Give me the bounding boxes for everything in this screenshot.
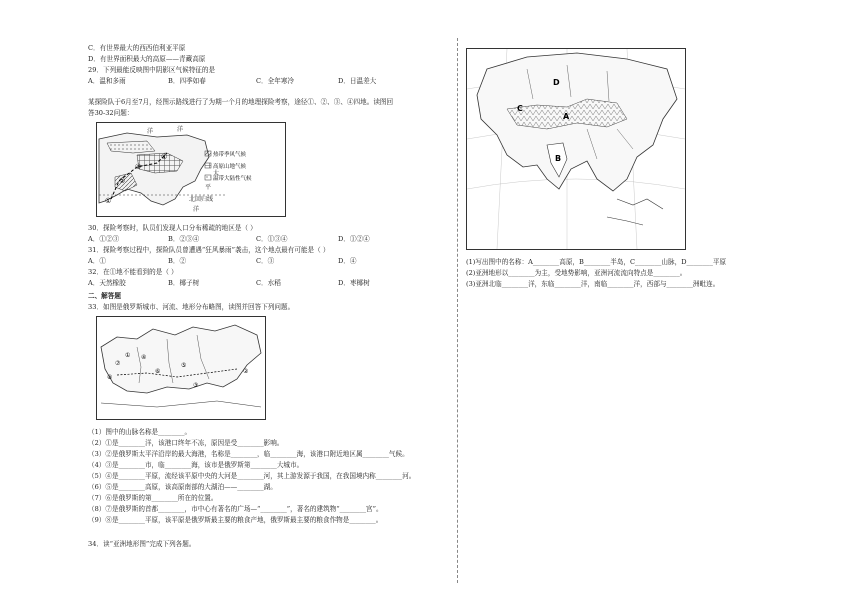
q29-options xyxy=(88,77,376,85)
q30-option-d[interactable]: D．①②④ xyxy=(338,235,370,243)
q33-item-4: （4）③是________市，临________海，该市是俄罗斯第________大城市。 xyxy=(88,461,304,469)
point-2: ② xyxy=(119,177,126,185)
svg-text:⑦: ⑦ xyxy=(115,360,121,367)
q30-options xyxy=(88,235,370,243)
q33-item-1: （1）图中的山脉名称是________。 xyxy=(88,428,192,436)
svg-text:②: ② xyxy=(243,368,249,375)
svg-text:⑥: ⑥ xyxy=(155,368,161,375)
svg-text:⑧: ⑧ xyxy=(107,374,113,381)
ocean-right-label: 太 xyxy=(213,170,220,177)
q33-item-2: （2）①是________洋，该港口终年不冻，原因是受________影响。 xyxy=(88,439,284,447)
asia-map-svg xyxy=(467,49,685,249)
q29-option-b[interactable]: B．四季如春 xyxy=(168,77,206,85)
q29-option-c[interactable]: C．全年寒冷 xyxy=(256,77,295,85)
legend-plateau: 高原山地气候 xyxy=(213,164,247,170)
q30-option-b[interactable]: B．②③④ xyxy=(168,235,200,243)
q34-item-2: (2)亚洲地形以________为主，受地势影响，亚洲河流流向特点是________。 xyxy=(466,269,687,277)
q34-item-3: (3)亚洲北临________洋，东临________洋，南临________洋，西部与________洲毗连。 xyxy=(466,280,720,288)
q29-stem: 29．下列最能反映图中阴影区气候特征的是 xyxy=(88,66,216,74)
asia-terrain-map xyxy=(466,48,686,250)
column-divider xyxy=(457,38,458,583)
continental-area xyxy=(107,141,155,153)
q32-option-d[interactable]: D．枣椰树 xyxy=(338,279,370,287)
q32-stem: 32．在①地不能看到的是（ ） xyxy=(88,268,178,276)
point-3: ③ xyxy=(135,163,142,171)
svg-text:⑤: ⑤ xyxy=(181,362,187,369)
q30-option-a[interactable]: A．①②③ xyxy=(88,235,120,243)
q33-stem: 33．如图是俄罗斯城市、河流、地形分布略图，读图并回答下列问题。 xyxy=(88,303,295,311)
russia-outline xyxy=(101,325,261,393)
q31-options xyxy=(88,257,356,265)
legend-continental: 温带大陆性气候 xyxy=(213,176,252,182)
q30-stem: 30．探险考察时，队员们发现人口分布稀疏的地区是（ ） xyxy=(88,224,257,232)
label-b: B xyxy=(555,154,562,163)
tropic-label: 北回归线 xyxy=(189,196,214,203)
q32-option-c[interactable]: C．水稻 xyxy=(256,279,281,287)
climate-route-map xyxy=(96,122,286,217)
russia-map-svg xyxy=(97,317,265,419)
svg-text:洋: 洋 xyxy=(177,126,184,133)
q30-option-c[interactable]: C．①③④ xyxy=(256,235,288,243)
label-a: A xyxy=(563,112,570,121)
sea-coast-south xyxy=(101,401,261,407)
ocean-top-label: 洋 xyxy=(147,128,154,135)
q31-option-a[interactable]: A．① xyxy=(88,257,106,265)
q33-item-8: （8）⑦是俄罗斯的首都________，市中心有著名的广场—“________”，著名的建筑物“________宫”。 xyxy=(88,505,383,513)
intro-line-2: 答30-32问题： xyxy=(88,109,134,117)
russia-map xyxy=(96,316,266,420)
label-c: C xyxy=(517,104,523,113)
q34-item-1: (1)写出图中的名称：A________高原，B________半岛，C________山脉，D________平原 xyxy=(466,258,727,266)
q29-option-d[interactable]: D．日温差大 xyxy=(338,77,377,85)
section-heading: 二、解答题 xyxy=(88,292,121,300)
q33-item-3: （3）②是俄罗斯太平洋沿岸的最大海港，名称是________，临________海，该港口附近地区属________气候。 xyxy=(88,450,409,458)
q31-option-b[interactable]: B．② xyxy=(168,257,187,265)
q31-option-d[interactable]: D．④ xyxy=(338,257,357,265)
svg-text:④: ④ xyxy=(141,354,147,361)
ocean-bottom-label: 洋 xyxy=(193,206,200,213)
q33-item-6: （6）⑤是________高原，该高原南部的大湖泊——________湖。 xyxy=(88,483,277,491)
q33-item-7: （7）⑥是俄罗斯的第________所在的位置。 xyxy=(88,494,218,502)
q31-option-c[interactable]: C．③ xyxy=(256,257,275,265)
ocean-right2-label: 平 xyxy=(205,184,212,191)
q33-item-9: （9）⑧是________平原，该平原是俄罗斯最主要的粮食产地，俄罗斯最主要的粮食作物是________。 xyxy=(88,516,383,524)
legend-monsoon: 热带季风气候 xyxy=(213,152,247,158)
q32-options xyxy=(88,279,370,287)
climate-route-map-svg xyxy=(97,123,285,216)
point-4: ④ xyxy=(161,153,168,161)
label-d: D xyxy=(553,78,560,87)
q31-stem: 31．探险考察过程中，探险队员曾遭遇“狂风暴雨”袭击，这个地点最有可能是（ ） xyxy=(88,246,330,254)
point-1: ① xyxy=(105,197,112,205)
svg-text:③: ③ xyxy=(193,382,199,389)
q28-option-d: D．有世界面积最大的高原——青藏高原 xyxy=(88,55,206,63)
q32-option-b[interactable]: B．椰子树 xyxy=(168,279,200,287)
q32-option-a[interactable]: A．天然橡胶 xyxy=(88,279,126,287)
map-legend xyxy=(205,150,252,182)
q29-option-a[interactable]: A．温和多雨 xyxy=(88,77,126,85)
intro-line-1: 某探险队于6月至7月，经图示路线进行了为期一个月的地理探险考察，途径①、②、③、④四地。读图回 xyxy=(88,98,394,106)
q28-option-c: C．有世界最大的西西伯利亚平原 xyxy=(88,44,186,52)
q34-stem: 34．读“亚洲地形图”完成下列各题。 xyxy=(88,540,196,548)
q33-item-5: （5）④是________平原，流经该平原中央的大河是________河，其上游发源于我国，在我国境内称________河。 xyxy=(88,472,416,480)
svg-text:①: ① xyxy=(125,352,131,359)
